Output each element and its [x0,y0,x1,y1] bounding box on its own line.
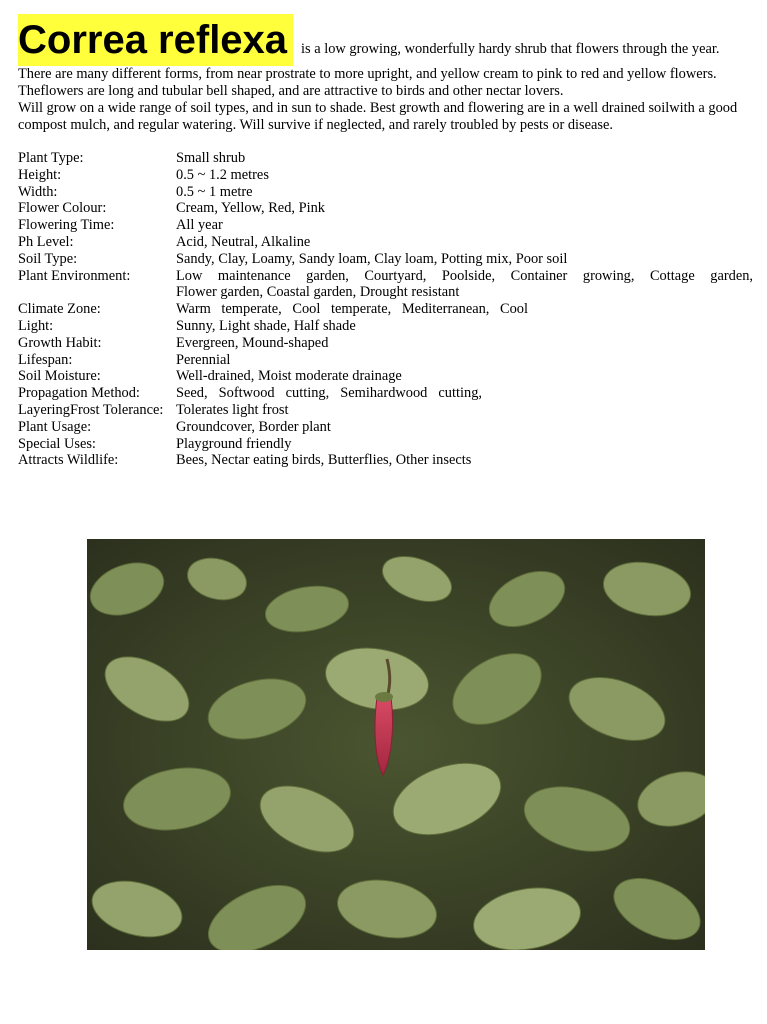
page-title: Correa reflexa [18,14,293,66]
spec-row [18,436,753,453]
intro-block [18,14,753,134]
spec-value: 0.5 ~ 1.2 metres [176,166,269,183]
spec-value-line: Warm temperate, Cool temperate, Mediterranean, Cool [176,301,528,318]
spec-row [18,368,753,385]
spec-value-line: Low maintenance garden, Courtyard, Poolside, Container growing, Cottage garden, [176,267,753,284]
spec-key: Flower Colour: [18,200,107,217]
spec-row [18,402,753,419]
spec-key: Soil Moisture: [18,368,101,385]
plant-photo-illustration [87,539,705,950]
spec-row [18,200,753,217]
spec-key: Propagation Method: [18,385,140,402]
spec-value-line: Flower garden, Coastal garden, Drought resistant [176,284,460,301]
spec-key: LayeringFrost Tolerance: [18,401,164,418]
spec-row [18,167,753,184]
spec-row [18,452,753,469]
spec-key: Ph Level: [18,233,74,250]
spec-value-line: Seed, Softwood cutting, Semihardwood cutting, [176,385,482,402]
spec-row [18,234,753,251]
spec-key: Plant Usage: [18,418,92,435]
spec-key: Height: [18,166,62,183]
spec-value: Groundcover, Border plant [176,418,331,435]
spec-value [176,301,753,318]
spec-key: Soil Type: [18,250,78,267]
spec-key: Climate Zone: [18,301,101,318]
spec-value: All year [176,217,223,234]
intro-text-2: Will grow on a wide range of soil types, and in sun to shade. Best growth and flowering are in a well drained soilwith a good compost mulch, and regular watering. Will survive if neglected, and rarely troubled by pests or disease. [18,100,738,133]
spec-key: Light: [18,317,54,334]
spec-row [18,301,753,318]
spec-table [18,150,753,469]
spec-row [18,318,753,335]
spec-row [18,217,753,234]
spec-value [176,385,753,402]
spec-key: Attracts Wildlife: [18,452,119,469]
spec-value: Sandy, Clay, Loamy, Sandy loam, Clay loam, Potting mix, Poor soil [176,250,568,267]
spec-value: Bees, Nectar eating birds, Butterflies, Other insects [176,452,472,469]
spec-row [18,268,753,302]
spec-key: Plant Type: [18,150,84,166]
spec-row [18,184,753,201]
spec-key: Width: [18,183,58,200]
spec-row [18,385,753,402]
spec-key: Special Uses: [18,435,96,452]
spec-value [176,268,753,302]
spec-value: Evergreen, Mound-shaped [176,334,329,351]
spec-value: Small shrub [176,150,246,166]
spec-value: Acid, Neutral, Alkaline [176,233,311,250]
spec-value: 0.5 ~ 1 metre [176,183,253,200]
spec-value: Playground friendly [176,435,292,452]
spec-row [18,352,753,369]
spec-value: Sunny, Light shade, Half shade [176,317,356,334]
spec-row [18,335,753,352]
spec-row [18,251,753,268]
spec-key: Lifespan: [18,351,73,368]
spec-value: Tolerates light frost [176,401,289,418]
spec-value: Well-drained, Moist moderate drainage [176,368,402,385]
intro-paragraph [18,14,753,134]
spec-value: Perennial [176,351,231,368]
intro-text-1: is a low growing, wonderfully hardy shrub that flowers through the year. There are many different forms, from near prostrate to more upright, and yellow cream to pink to red and yellow flowers. Theflowers are long and tubular bell shaped, and are attractive to birds and other nectar lovers. [18,41,720,99]
spec-key: Flowering Time: [18,217,115,234]
plant-photo [87,539,705,950]
spec-key: Plant Environment: [18,267,131,284]
spec-row [18,150,753,167]
spec-row [18,419,753,436]
spec-key: Growth Habit: [18,334,102,351]
spec-value: Cream, Yellow, Red, Pink [176,200,325,217]
